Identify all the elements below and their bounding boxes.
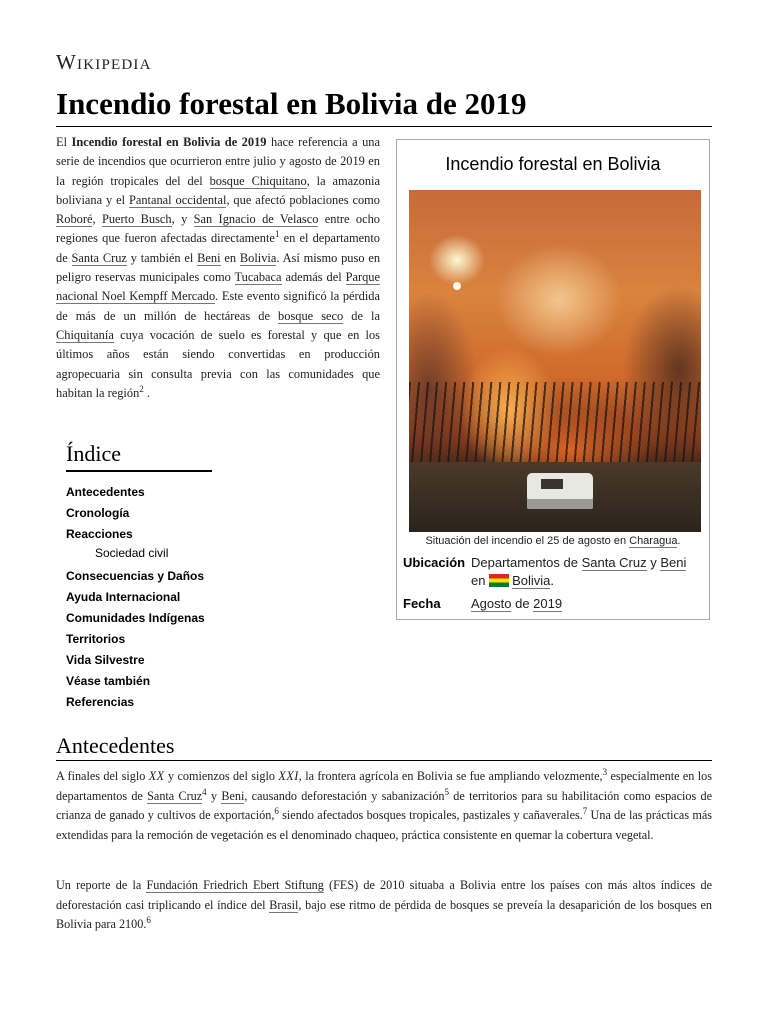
- fire-photo[interactable]: [409, 190, 701, 532]
- ref-1[interactable]: 1: [274, 229, 280, 240]
- toc-item-referencias[interactable]: Referencias: [66, 695, 135, 709]
- section-heading-antecedentes: Antecedentes: [56, 733, 175, 758]
- link-2019[interactable]: 2019: [533, 596, 563, 611]
- link-chiquitania[interactable]: Chiquitanía: [56, 327, 114, 342]
- link-fundacion-friedrich-ebert[interactable]: Fundación Friedrich Ebert Stiftung: [146, 878, 324, 892]
- table-of-contents: [66, 440, 216, 713]
- toc-item-reacciones[interactable]: Reacciones: [66, 527, 133, 541]
- link-bosque-chiquitano[interactable]: bosque Chiquitano: [209, 173, 307, 188]
- antecedentes-paragraph-2: Un reporte de la Fundación Friedrich Ebert Stiftung (FES) de 2010 situaba a Bolivia entre los países con más altos índices de deforestación casi triplicando el índice del Brasil, bajo ese ritmo de pérdida de bosques se preveía la desaparición de los bosques en Bolivia para 2100.$^6$: [56, 878, 712, 931]
- toc-item-territorios[interactable]: Territorios: [66, 632, 126, 646]
- toc-item-cronologia[interactable]: Cronología: [66, 506, 130, 520]
- infobox: [396, 139, 710, 620]
- toc-item-vida-silvestre[interactable]: Vida Silvestre: [66, 653, 145, 667]
- sun-glow: [453, 282, 461, 290]
- photo-caption: Situación del incendio el 25 de agosto en Charagua.: [425, 535, 681, 547]
- pickup-truck: [527, 473, 593, 509]
- link-santa-cruz-2[interactable]: Santa Cruz: [147, 788, 203, 803]
- link-santa-cruz[interactable]: Santa Cruz: [71, 250, 127, 265]
- ref-5[interactable]: 5: [444, 786, 450, 797]
- link-santa-cruz-infobox[interactable]: Santa Cruz: [581, 555, 647, 570]
- link-charagua[interactable]: Charagua: [629, 535, 678, 547]
- link-beni-2[interactable]: Beni: [221, 788, 245, 803]
- ref-4[interactable]: 4: [202, 786, 207, 797]
- toc-list: [66, 482, 216, 713]
- toc-item-antecedentes[interactable]: Antecedentes: [66, 485, 145, 499]
- link-san-ignacio-de-velasco[interactable]: San Ignacio de Velasco: [193, 212, 319, 227]
- antecedentes-paragraph-1: A finales del siglo XX y comienzos del siglo XXI, la frontera agrícola en Bolivia se fue ampliando velozmente,$^3$ especialmente en los departamentos de Santa Cruz$^4$ y Beni, causando deforestación y sabanización$^5$ de territorios para su habilitación como espacios de crianza de ganado y cultivos de exportación,$^6$ siendo afectados bosques tropicales, pastizales y cañaverales.$^7$ Una de las prácticas más extendidas para la remoción de vegetación es el denominado chaqueo, práctica consistente en quemar la cobertura vegetal.: [56, 766, 712, 842]
- ubicacion-value: Departamentos de Santa Cruz y Beni en Bolivia.: [471, 555, 687, 588]
- ref-7[interactable]: 7: [582, 805, 588, 816]
- toc-item-vease-tambien[interactable]: Véase también: [66, 674, 151, 688]
- link-bolivia[interactable]: Bolivia: [239, 250, 277, 265]
- ref-6b[interactable]: 6: [146, 914, 151, 925]
- section-divider: [56, 760, 712, 761]
- ubicacion-label: Ubicación: [403, 555, 466, 570]
- ref-3[interactable]: 3: [602, 766, 608, 777]
- fecha-label: Fecha: [403, 596, 441, 611]
- ref-2[interactable]: 2: [139, 383, 144, 394]
- link-parque-noel-kempff[interactable]: Parque nacional Noel Kempff Mercado: [56, 270, 380, 304]
- fecha-value: Agosto de 2019: [471, 596, 563, 611]
- roman-xx: XX: [148, 769, 165, 783]
- link-agosto[interactable]: Agosto: [471, 596, 512, 611]
- link-beni-infobox[interactable]: Beni: [660, 555, 687, 570]
- toc-item-comunidades-indigenas[interactable]: Comunidades Indígenas: [66, 611, 205, 625]
- toc-item-consecuencias[interactable]: Consecuencias y Daños: [66, 569, 205, 583]
- link-pantanal-occidental[interactable]: Pantanal occidental: [128, 192, 227, 207]
- toc-item-ayuda-internacional[interactable]: Ayuda Internacional: [66, 590, 181, 604]
- ref-6[interactable]: 6: [274, 805, 279, 816]
- toc-item-sociedad-civil[interactable]: Sociedad civil: [95, 546, 169, 560]
- bolivia-flag-icon: [489, 574, 509, 587]
- title-divider: [56, 126, 712, 127]
- link-bolivia-infobox[interactable]: Bolivia: [512, 573, 551, 588]
- link-tucabaca[interactable]: Tucabaca: [234, 270, 282, 285]
- infobox-row-fecha: [403, 595, 703, 615]
- link-brasil[interactable]: Brasil: [269, 897, 299, 912]
- lead-paragraph: El Incendio forestal en Bolivia de 2019 hace referencia a una serie de incendios que ocurrieron entre julio y agosto de 2019 en la región tropicales del del bosque Chiquitano, la amazonia boliviana y el Pantanal occidental, que afectó poblaciones como Roboré, Puerto Busch, y San Ignacio de Velasco entre ocho regiones que fueron afectadas directamente$^1$ en el departamento de Santa Cruz y también el Beni en Bolivia. Así mismo puso en peligro reservas municipales como Tucabaca además del Parque nacional Noel Kempff Mercado. Este evento significó la pérdida de más de un millón de hectáreas de bosque seco de la Chiquitanía cuya vocación de suelo es forestal y que en los últimos años están siendo convertidas en producción agropecuaria sin consulta previa con las comunidades que habitan la región$^2$ .: [56, 135, 381, 400]
- link-bosque-seco[interactable]: bosque seco: [278, 308, 344, 323]
- infobox-row-ubicacion: [403, 554, 703, 594]
- tree-silhouettes: [409, 382, 701, 472]
- wikipedia-wordmark[interactable]: Wikipedia: [56, 50, 152, 74]
- roman-xxi: XXI: [278, 769, 299, 783]
- link-beni[interactable]: Beni: [197, 250, 221, 265]
- page-title: Incendio forestal en Bolivia de 2019: [56, 86, 527, 121]
- lead-bold-term: Incendio forestal en Bolivia de 2019: [71, 135, 267, 149]
- link-puerto-busch[interactable]: Puerto Busch: [101, 212, 172, 227]
- link-robore[interactable]: Roboré: [56, 212, 93, 227]
- toc-title: Índice: [66, 440, 212, 472]
- infobox-title: Incendio forestal en Bolivia: [445, 154, 661, 174]
